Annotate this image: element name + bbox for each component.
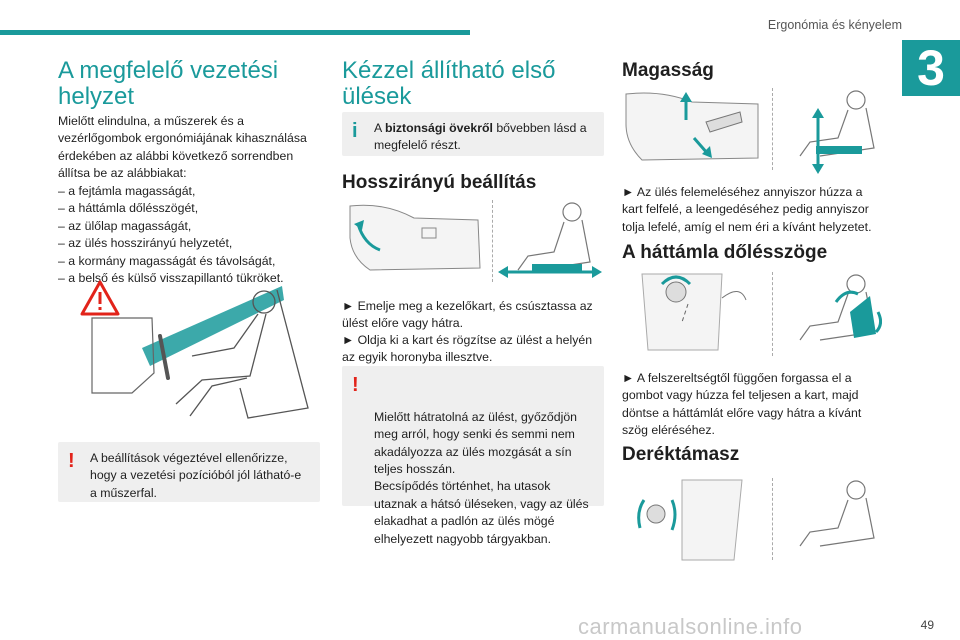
backrest-tilt-illustration [780,272,882,358]
info-icon: i [352,120,358,142]
chapter-tab: 3 [902,40,960,96]
figure-divider [772,272,773,356]
warning-exclamation-icon: ! [352,374,359,396]
longitudinal-step-2: ► Oldja ki a kart és rögzítse az ülést a helyén az egyik horonyba illesztve. [342,333,593,365]
figure-divider [492,200,493,282]
heading-longitudinal: Hosszirányú beállítás [342,172,537,193]
warning-box-rear-passengers [342,366,604,546]
heading-backrest: A háttámla dőlésszöge [622,242,828,263]
list-item: – a kormány magasságát és távolságát, [58,253,276,268]
heading-height: Magasság [622,60,714,81]
seat-rail-lever-illustration [344,198,484,280]
warning-exclamation-icon: ! [68,450,75,472]
title-manual-seats: Kézzel állítható első ülések [342,57,556,110]
list-item: – a belső és külső visszapillantó tükröket. [58,271,284,286]
watermark: carmanualsonline.info [578,614,803,639]
seat-slide-illustration [498,200,602,282]
info-text-pre: A [374,121,385,135]
list-item: – a fejtámla magasságát, [58,184,196,198]
lumbar-knob-illustration [622,476,762,562]
longitudinal-step-1: ► Emelje meg a kezelőkart, és csúsztassa az ülést előre vagy hátra. [342,299,593,331]
seat-height-illustration [780,88,882,174]
list-item: – az ülőlap magasságát, [58,218,192,233]
seat-side-view-icon [800,481,874,546]
title-driving-position: A megfelelő vezetési helyzet [58,57,279,110]
warning-box-dashboard [58,442,320,502]
section-title: Ergonómia és kényelem [767,18,902,32]
backrest-text: ► A felszereltségtől függően forgassa el a gombot vagy húzza fel teljesen a kart, majd döntse a háttámlát előre vagy hátra a kívánt szög eléréséhez. [622,371,862,438]
adjust-order-list [58,183,320,287]
warning-text: A beállítások végeztével ellenőrizze, hogy a vezetési pozícióból jól látható-e a műszerfal. [90,451,302,500]
heading-lumbar: Deréktámasz [622,444,740,465]
rotate-arrow-icon [639,500,644,528]
header-accent-bar [0,30,470,35]
dashboard-outline [92,318,154,393]
backrest-knob-illustration [622,270,762,354]
intro-text: Mielőtt elindulna, a műszerek és a vezérlőgombok ergonómiájának kihasználása érdekében az alábbi következő sorrendben állítsa be az alábbiakat: [58,114,307,181]
height-lever-illustration [622,88,762,164]
seat-side-view-icon [518,203,590,270]
figure-divider [772,88,773,170]
driver-position-illustration [72,278,322,428]
info-box-seatbelts [342,112,604,156]
warning-triangle-icon [82,282,118,314]
list-item: – az ülés hosszirányú helyzetét, [58,236,233,251]
info-text-post: bővebben lásd a megfelelő részt. [374,121,587,153]
page-number: 49 [920,618,934,632]
warning-text: Mielőtt hátratolná az ülést, győződjön meg arról, hogy senki és semmi nem akadályozza az ülés mozgását a sín teljes hosszán. Becsípődés történhet, ha utasok utaznak a hátsó üléseken, vagy az ülés elakadhat a padlón az ülés mögé elhelyezett nagyobb tárgyakban. [374,409,589,546]
lumbar-seat-illustration [780,478,882,564]
height-text: ► Az ülés felemeléséhez annyiszor húzza a kart felfelé, a leengedéséhez pedig annyiszor tolja lefelé, amíg el nem éri a kívánt helyzetet. [622,185,872,234]
figure-divider [772,478,773,560]
list-item: – a háttámla dőlésszögét, [58,201,199,216]
info-text-bold: biztonsági övekről [384,121,493,135]
